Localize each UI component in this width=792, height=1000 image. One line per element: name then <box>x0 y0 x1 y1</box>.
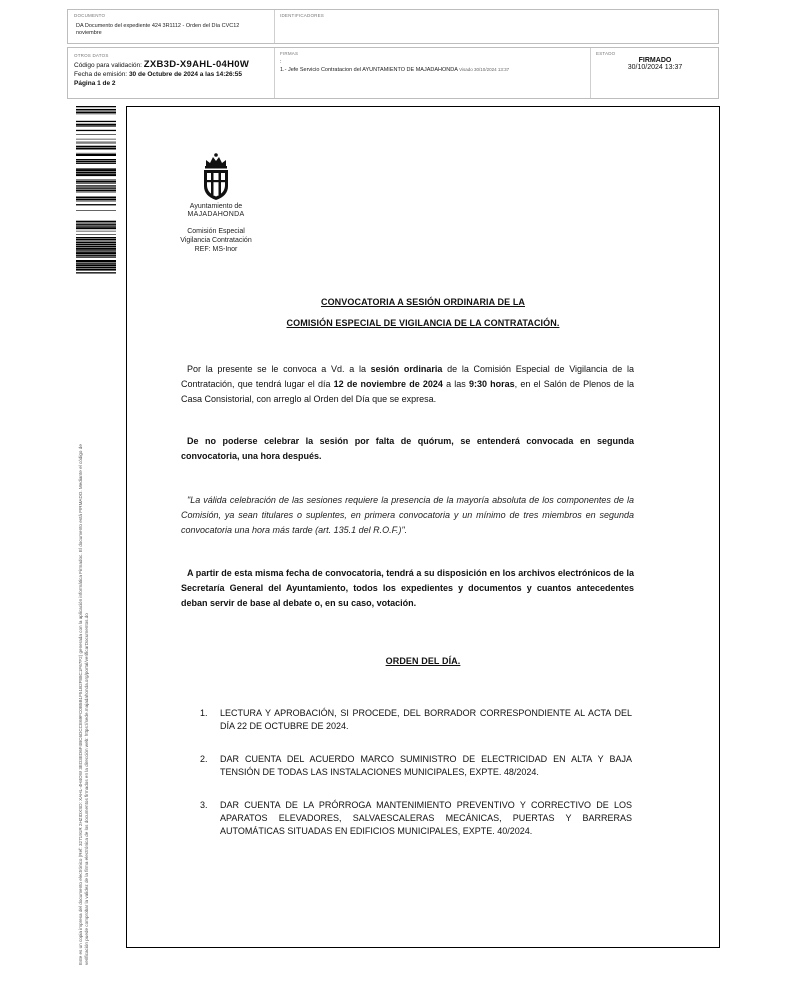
logo-majadahonda: MAJADAHONDA <box>187 211 245 218</box>
agenda-item <box>200 707 632 733</box>
side-text-line2: verificación puede comprobar la validez de la firma electrónica de los documentos firmados en la dirección web: https://sede.majadahonda.org/portal/verificarDocumentos.do <box>84 613 89 965</box>
majadahonda-crest-icon <box>198 152 234 202</box>
estado-value: FIRMADO <box>638 57 672 64</box>
header-divider <box>274 48 275 98</box>
document-title-line1: CONVOCATORIA A SESIÓN ORDINARIA DE LA <box>320 297 526 307</box>
logo-vigilancia: Vigilancia Contratación <box>180 237 252 244</box>
estado-label: ESTADO <box>596 51 616 56</box>
firmas-line1: 1.- Jefe Servicio Contratacion del AYUNTAMIENTO DE MAJADAHONDA <box>280 67 458 73</box>
side-verification-text <box>78 305 90 965</box>
agenda-list <box>200 707 632 858</box>
agenda-item <box>200 799 632 838</box>
identificadores-label: IDENTIFICADORES <box>280 13 325 18</box>
paragraph-rof-quote: "La válida celebración de las sesiones requiere la presencia de la mayoría absoluta de los componentes de la Comisión, ya sean titulares o suplentes, en primera convocatoria y un mínimo de tres miembros en segunda convocatoria una hora más tarde (art. 135.1 del R.O.F.)". <box>181 495 634 535</box>
agenda-item-number: 1. <box>200 708 208 718</box>
otros-datos-cell <box>74 53 249 88</box>
fecha-prefix: Fecha de emisión: <box>74 71 128 78</box>
side-text-line1: Este es un copia impresa del documento electrónico (Ref: 327191R 2HZIDXSD: XAHL-4H4OW 3ED3ED6F4BC6DCCE69FC0B5B1F51B2F88C1F67F2) generada con la aplicación informática Firmadoc. El documento está FIRMADO. Mediante el código de <box>78 444 83 965</box>
documento-line2: noviembre <box>76 30 102 36</box>
logo-ayuntamiento: Ayuntamiento de <box>189 203 243 210</box>
identificadores-cell <box>280 13 324 18</box>
document-title-line2: COMISIÓN ESPECIAL DE VIGILANCIA DE LA CONTRATACIÓN. <box>286 318 560 328</box>
codigo-validacion <box>74 60 249 70</box>
logo-comision: Comisión Especial <box>187 228 245 235</box>
logo-ref: REF: MS-Inor <box>194 246 238 253</box>
header-divider <box>590 48 591 98</box>
agenda-item-text: DAR CUENTA DEL ACUERDO MARCO SUMINISTRO DE ELECTRICIDAD EN ALTA Y BAJA TENSIÓN DE TODAS LAS INSTALACIONES MUNICIPALES, EXPTE. 48/2024. <box>220 754 632 777</box>
session-time: 9:30 horas <box>468 379 515 389</box>
paragraph-quorum: De no poderse celebrar la sesión por falta de quórum, se entenderá convocada en segunda convocatoria, una hora después. <box>181 436 634 461</box>
fecha-emision <box>74 70 249 79</box>
documento-label: DOCUMENTO <box>74 13 106 18</box>
paragraph-convocatoria <box>181 362 634 407</box>
otros-datos-label: OTROS DATOS <box>74 53 109 58</box>
session-date: 12 de noviembre de 2024 <box>333 379 443 389</box>
document-header-top <box>67 9 719 44</box>
orden-del-dia-heading: ORDEN DEL DÍA. <box>385 656 461 666</box>
document-header-bottom <box>67 47 719 99</box>
fecha-value: 30 de Octubre de 2024 a las 14:26:55 <box>128 71 243 78</box>
codigo-value: ZXB3D-X9AHL-04H0W <box>143 59 250 70</box>
firmas-visado: Visado 30/10/2024 13:37 <box>459 67 510 72</box>
paragraph-text: , en el Salón de Plenos de la Casa Consistorial, con arreglo al Orden del Día que se expresa. <box>181 379 634 404</box>
paragraph-text: a las <box>442 379 469 389</box>
agenda-item-text: LECTURA Y APROBACIÓN, SI PROCEDE, DEL BORRADOR CORRESPONDIENTE AL ACTA DEL DÍA 22 DE OCTUBRE DE 2024. <box>220 708 632 731</box>
agenda-item-text: DAR CUENTA DE LA PRÓRROGA MANTENIMIENTO PREVENTIVO Y CORRECTIVO DE LOS APARATOS ELEVADORES, SALVAESCALERAS MECÁNICAS, PUERTAS Y BARRERAS AUTOMÁTICAS SITUADAS EN EDIFICIOS MUNICIPALES, EXPTE. 40/2024. <box>220 800 632 836</box>
agenda-item-number: 2. <box>200 754 208 764</box>
firmas-line0: : <box>280 59 282 65</box>
page-number: Página 1 de 2 <box>74 80 116 87</box>
agenda-item-number: 3. <box>200 800 208 810</box>
documento-cell <box>74 13 239 37</box>
firmas-cell <box>280 51 580 74</box>
estado-cell <box>596 51 714 71</box>
paragraph-text: de la Comisión Especial de Vigilancia de la Contratación, que tendrá lugar el día <box>181 364 634 389</box>
paragraph-expedientes: A partir de esta misma fecha de convocatoria, tendrá a su disposición en los archivos electrónicos de la Secretaría General del Ayuntamiento, todos los expedientes y documentos y cuantos antecedentes deban servir de base al debate o, en su caso, votación. <box>181 568 634 608</box>
firmas-label: FIRMAS <box>280 51 299 56</box>
header-divider <box>274 10 275 43</box>
session-type: sesión ordinaria <box>370 364 443 374</box>
estado-date: 30/10/2024 13:37 <box>627 64 683 71</box>
documento-line1: DA Documento del expediente 424 3R1112 - Orden del Día CVC12 <box>76 23 240 29</box>
codigo-prefix: Código para validación: <box>74 62 142 69</box>
barcode-icon <box>76 106 116 276</box>
agenda-item <box>200 753 632 779</box>
paragraph-text: Por la presente se le convoca a Vd. a la <box>187 364 371 374</box>
firmas-signer <box>280 66 580 74</box>
